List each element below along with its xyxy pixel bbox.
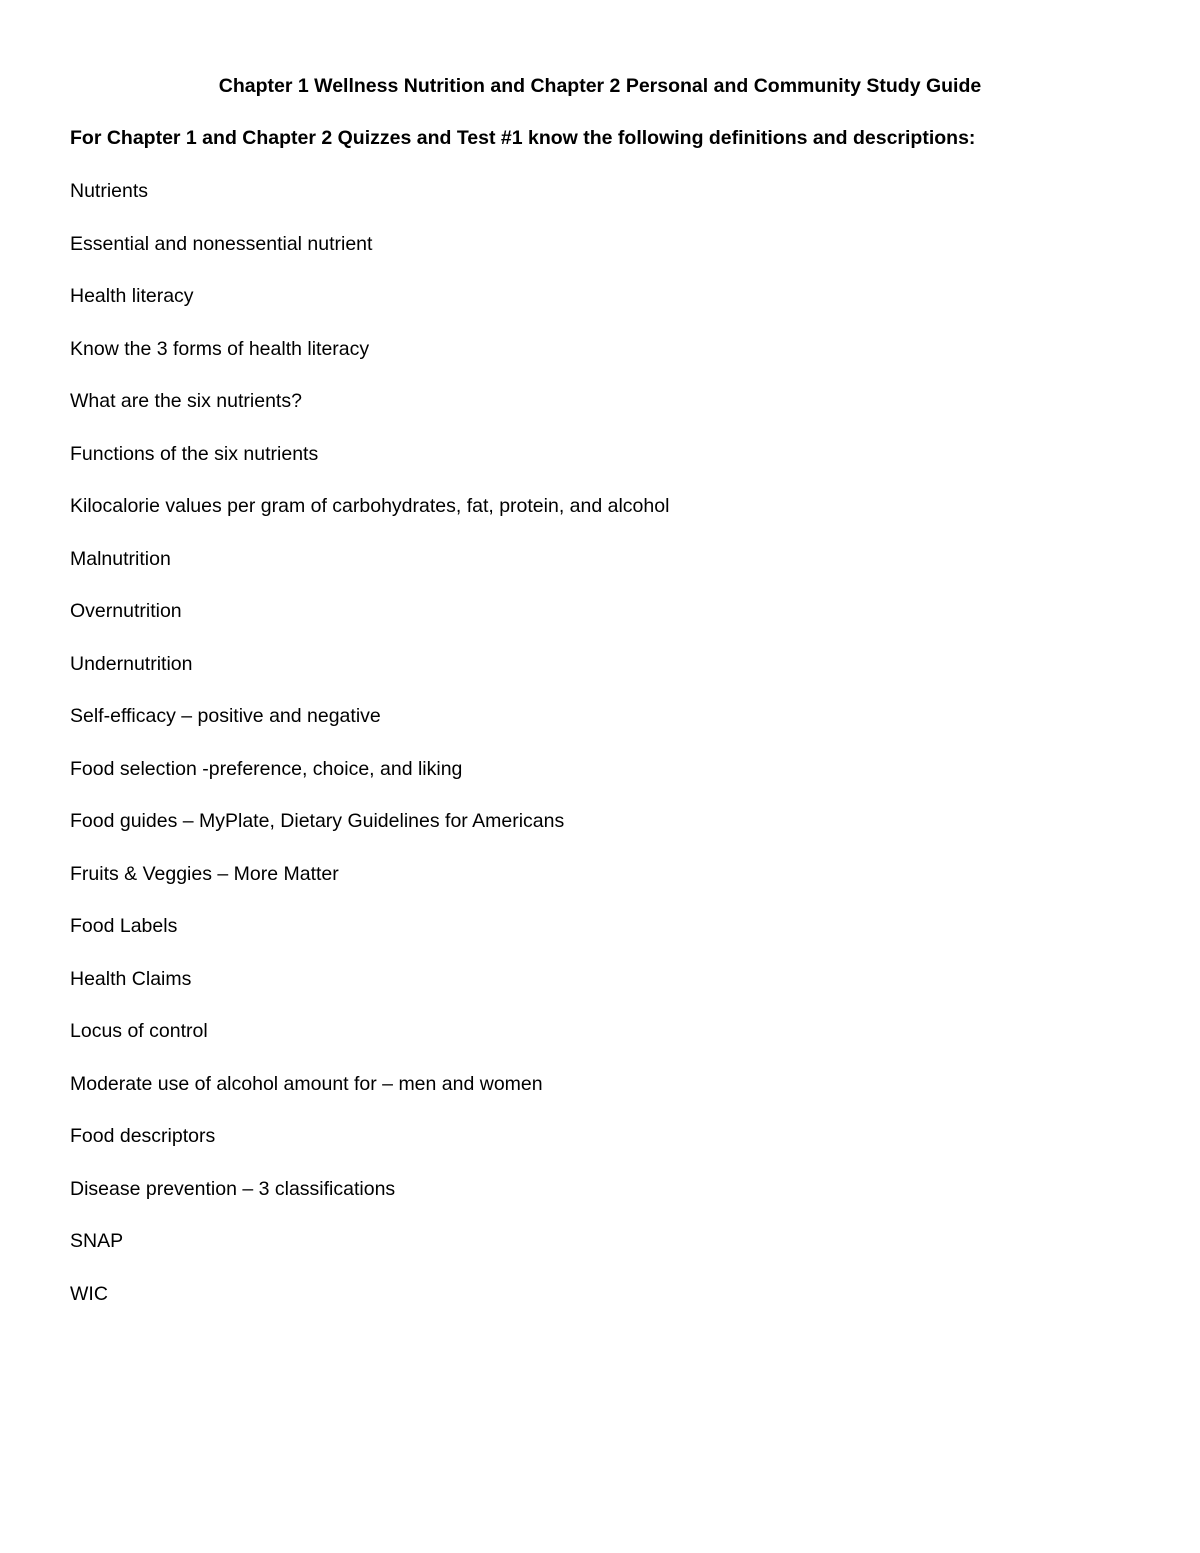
term-item: Undernutrition [70, 652, 193, 675]
term-item: Know the 3 forms of health literacy [70, 337, 370, 360]
term-item: SNAP [70, 1230, 124, 1252]
term-item: Self-efficacy – positive and negative [70, 705, 381, 727]
term-item: Fruits & Veggies – More Matter [70, 862, 339, 885]
term-item: Locus of control [70, 1020, 208, 1042]
term-item: Health literacy [70, 285, 194, 307]
page-title: Chapter 1 Wellness Nutrition and Chapter 2 Personal and Community Study Guide [218, 75, 982, 97]
term-item: Health Claims [70, 967, 192, 990]
term-item: Kilocalorie values per gram of carbohydrates, fat, protein, and alcohol [70, 495, 670, 517]
term-item: Food descriptors [70, 1125, 216, 1147]
intro-heading: For Chapter 1 and Chapter 2 Quizzes and Test #1 know the following definitions and descriptions: [70, 127, 976, 149]
term-item: Essential and nonessential nutrient [70, 232, 373, 255]
term-item: Disease prevention – 3 classifications [70, 1177, 396, 1200]
term-item: Food guides – MyPlate, Dietary Guidelines for Americans [70, 810, 565, 832]
term-item: What are the six nutrients? [70, 390, 302, 412]
term-item: Functions of the six nutrients [70, 442, 319, 465]
term-item: WIC [70, 1282, 108, 1305]
term-item: Malnutrition [70, 547, 171, 570]
term-item: Food selection -preference, choice, and liking [70, 757, 463, 780]
term-item: Nutrients [70, 180, 149, 202]
term-item: Moderate use of alcohol amount for – men and women [70, 1072, 543, 1095]
term-item: Overnutrition [70, 600, 182, 622]
term-list [70, 177, 669, 1332]
term-item: Food Labels [70, 915, 178, 937]
